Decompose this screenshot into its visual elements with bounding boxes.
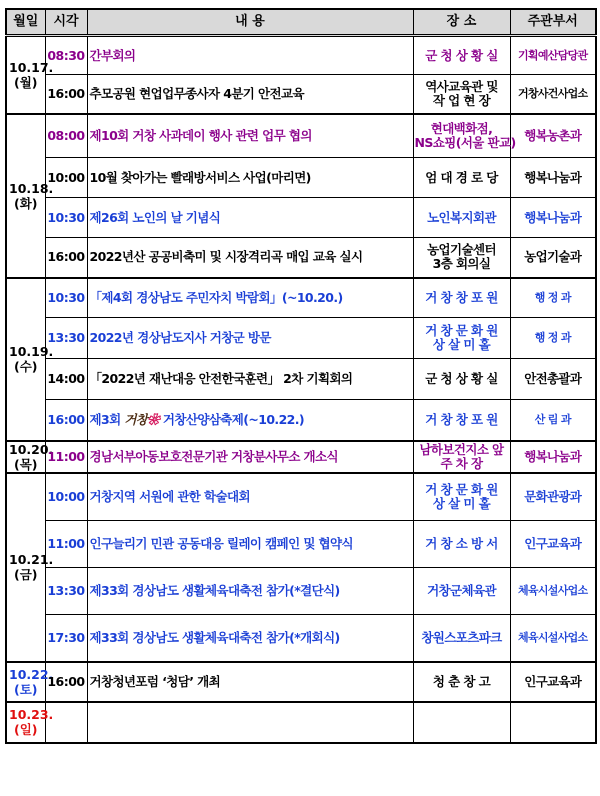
day-cell [6, 662, 54, 702]
event-time: 11:00 [45, 521, 87, 568]
schedule-table [5, 8, 597, 744]
event-time: 16:00 [45, 400, 87, 441]
event-place [413, 702, 510, 743]
event-time: 16:00 [45, 238, 87, 278]
event-dept: 행복나눔과 [510, 158, 596, 198]
event-place [413, 114, 516, 158]
event-place-line: 노인복지회관 [427, 209, 496, 225]
event-content: 간부회의 [87, 36, 413, 75]
header-row [6, 9, 596, 36]
schedule-row [6, 568, 596, 615]
day-date: 10.18. [9, 180, 54, 196]
schedule-row [6, 158, 596, 198]
festival-logo [124, 412, 159, 427]
event-time: 16:00 [45, 662, 87, 702]
event-time: 10:00 [45, 158, 87, 198]
schedule-row [6, 359, 596, 400]
event-place-line: 거 창 문 화 원 [425, 481, 498, 497]
day-weekday: (수) [13, 359, 38, 374]
day-weekday: (월) [13, 74, 38, 90]
festival-logo-text: 거창 [124, 411, 148, 427]
event-place-line: 주 차 장 [440, 455, 483, 471]
event-content: 제33회 경상남도 생활체육대축전 참가(*결단식) [87, 568, 413, 615]
event-time: 08:30 [45, 36, 87, 75]
event-place [413, 238, 510, 278]
day-date: 10.19. [9, 344, 54, 359]
event-place-line: 거창군체육관 [427, 583, 496, 598]
schedule-row [6, 198, 596, 238]
event-place-line: 현대백화점, [430, 120, 493, 136]
event-content: 제26회 노인의 날 기념식 [87, 198, 413, 238]
event-content: 「제4회 경상남도 주민자치 박람회」(~10.20.) [87, 278, 413, 318]
day-cell [6, 473, 54, 662]
event-dept: 인구교육과 [510, 662, 596, 702]
event-dept: 행복나눔과 [510, 441, 596, 473]
event-place-line: 3층 회의실 [432, 256, 491, 272]
event-dept: 행복나눔과 [510, 198, 596, 238]
day-date: 10.23. [9, 707, 54, 722]
event-time: 13:30 [45, 318, 87, 359]
schedule-row [6, 441, 596, 473]
schedule-row [6, 521, 596, 568]
schedule-body [6, 36, 596, 743]
event-place-line: 창원스포츠파크 [421, 629, 502, 645]
event-dept: 안전총괄과 [510, 359, 596, 400]
header-time: 시각 [45, 9, 87, 36]
event-content: 경남서부아동보호전문기관 거창분사무소 개소식 [87, 441, 413, 473]
event-dept: 행복농촌과 [510, 114, 596, 158]
event-place-line: 거 창 문 화 원 [425, 323, 498, 338]
schedule-row [6, 278, 596, 318]
event-time: 10:30 [45, 198, 87, 238]
day-cell [6, 278, 54, 441]
event-place [413, 36, 510, 75]
event-time: 16:00 [45, 75, 87, 114]
event-place-line: 역사교육관 및 [425, 78, 498, 94]
header-content: 내 용 [87, 9, 413, 36]
day-date: 10.20. [9, 441, 54, 457]
event-place [413, 473, 510, 521]
event-dept: 거창사건사업소 [510, 75, 596, 114]
event-place-line: 군 청 상 황 실 [425, 371, 498, 386]
schedule-row [6, 75, 596, 114]
day-date: 10.17. [9, 59, 54, 75]
schedule-row [6, 36, 596, 75]
event-place-line: 청 춘 창 고 [432, 673, 491, 689]
day-date: 10.22. [9, 666, 54, 682]
event-place-line: 거 창 창 포 원 [425, 289, 498, 305]
event-content: 추모공원 현업업무종사자 4분기 안전교육 [87, 75, 413, 114]
event-place [413, 615, 510, 662]
event-place-line: 상 살 미 홀 [432, 495, 491, 511]
event-time: 17:30 [45, 615, 87, 662]
day-weekday: (토) [13, 681, 38, 697]
event-place-line: 군 청 상 황 실 [425, 47, 498, 63]
event-content: 거창청년포럼 ‘청담’ 개최 [87, 662, 413, 702]
flower-icon: ❀ [147, 411, 160, 427]
event-place [413, 318, 510, 359]
event-place-line: 남하보건지소 앞 [419, 441, 504, 457]
schedule-row [6, 473, 596, 521]
event-content: 「2022년 재난대응 안전한국훈련」 2차 기획회의 [87, 359, 413, 400]
day-weekday: (금) [13, 567, 38, 582]
event-time: 11:00 [45, 441, 87, 473]
event-content: 제10회 거창 사과데이 행사 관련 업무 협의 [87, 114, 413, 158]
event-time: 10:30 [45, 278, 87, 318]
event-place [413, 278, 510, 318]
header-place: 장 소 [413, 9, 510, 36]
event-place [413, 359, 510, 400]
event-dept [510, 702, 596, 743]
event-place-line: 엄 대 경 로 당 [425, 169, 498, 185]
event-content [87, 702, 413, 743]
day-cell [6, 114, 54, 278]
event-dept: 기획예산담당관 [510, 36, 596, 75]
event-dept: 행 정 과 [510, 318, 596, 359]
header-date: 월일 [6, 9, 45, 36]
event-place-line: 거 창 소 방 서 [425, 536, 498, 551]
event-place-line: NS쇼핑(서울 판교) [414, 134, 516, 150]
event-time: 10:00 [45, 473, 87, 521]
schedule-row [6, 662, 596, 702]
event-content-prefix: 제3회 [89, 411, 125, 427]
event-place [413, 75, 510, 114]
event-content: 2022년 경상남도지사 거창군 방문 [87, 318, 413, 359]
schedule-row [6, 400, 596, 441]
event-place-line: 상 살 미 홀 [432, 337, 491, 352]
event-dept: 행 정 과 [510, 278, 596, 318]
event-content: 인구늘리기 민관 공동대응 릴레이 캠페인 및 협약식 [87, 521, 413, 568]
day-weekday: (일) [13, 722, 38, 737]
event-place [413, 441, 510, 473]
event-place-line: 작 업 현 장 [432, 92, 491, 108]
header-dept: 주관부서 [510, 9, 596, 36]
day-cell [6, 441, 54, 473]
event-place [413, 662, 510, 702]
day-date: 10.21. [9, 552, 54, 567]
event-dept: 인구교육과 [510, 521, 596, 568]
event-place-line: 농업기술센터 [427, 242, 496, 258]
schedule-row [6, 318, 596, 359]
event-time: 08:00 [45, 114, 87, 158]
event-place [413, 521, 510, 568]
event-dept: 체육시설사업소 [510, 615, 596, 662]
event-dept: 체육시설사업소 [510, 568, 596, 615]
event-content: 10월 찾아가는 빨래방서비스 사업(마리면) [87, 158, 413, 198]
event-place-line: 거 창 창 포 원 [425, 411, 498, 427]
day-weekday: (화) [13, 195, 38, 211]
event-content: 제33회 경상남도 생활체육대축전 참가(*개회식) [87, 615, 413, 662]
event-time: 14:00 [45, 359, 87, 400]
day-cell [6, 36, 54, 114]
schedule-row [6, 702, 596, 743]
schedule-row [6, 238, 596, 278]
event-content: 2022년산 공공비축미 및 시장격리곡 매입 교육 실시 [87, 238, 413, 278]
event-dept: 농업기술과 [510, 238, 596, 278]
event-dept: 문화관광과 [510, 473, 596, 521]
event-content: 거창지역 서원에 관한 학술대회 [87, 473, 413, 521]
event-place [413, 400, 510, 441]
event-place [413, 158, 510, 198]
day-weekday: (목) [13, 456, 38, 472]
event-dept: 산 림 과 [510, 400, 596, 441]
schedule-row [6, 114, 596, 158]
event-content [87, 400, 413, 441]
event-place [413, 198, 510, 238]
event-content-text: 거창산양삼축제(~10.22.) [159, 411, 305, 427]
event-place [413, 568, 510, 615]
schedule-row [6, 615, 596, 662]
day-cell [6, 702, 54, 743]
event-time: 13:30 [45, 568, 87, 615]
